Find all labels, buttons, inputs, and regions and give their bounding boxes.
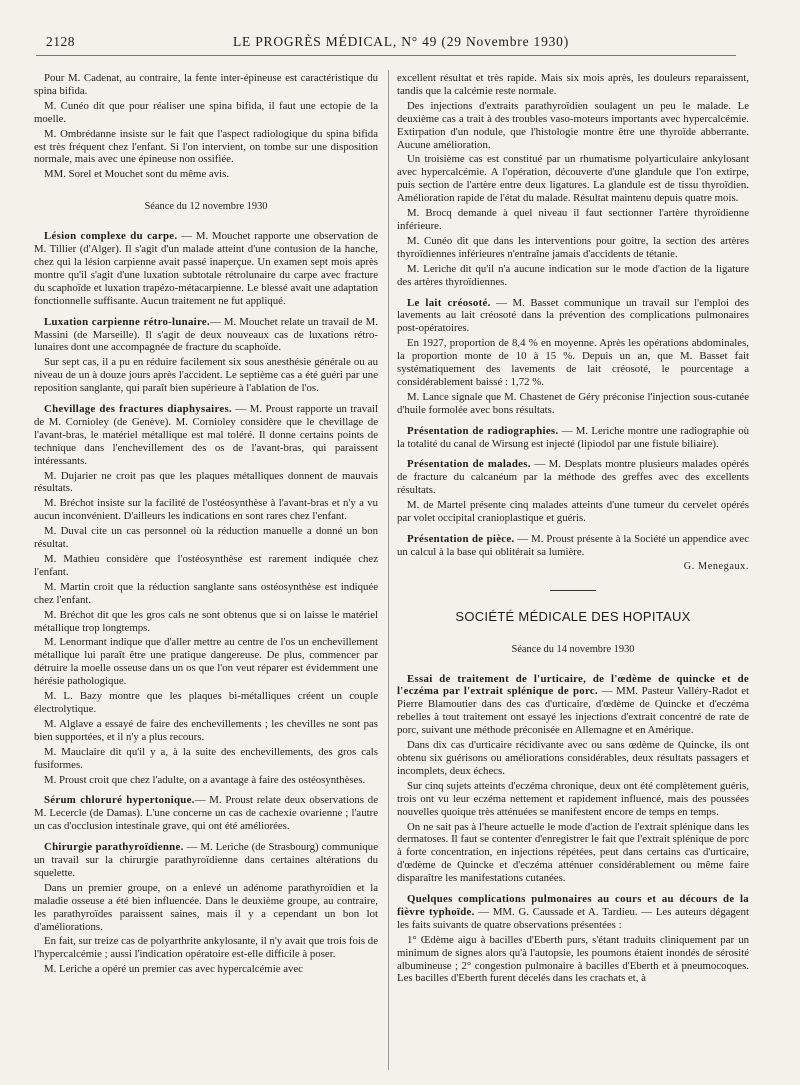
paragraph: M. Dujarier ne croit pas que les plaques métalliques donnent de mauvais résultats. <box>34 469 378 495</box>
entry-text: — M. Leriche (de Strasbourg) communique un travail sur la chirurgie parathyroïdienne dans certaines altérations du squelette. <box>34 841 378 879</box>
paragraph: M. de Martel présente cinq malades atteints d'une tumeur du cervelet opérés par volet occipital cranioplastique et guéris. <box>397 499 749 525</box>
report-entry <box>397 425 749 451</box>
right-column <box>397 70 749 985</box>
header-rule <box>36 55 736 56</box>
report-entry <box>34 841 378 880</box>
paragraph: M. Lance signale que M. Chastenet de Géry préconise l'injection sous-cutanée d'huile formolée avec bons résultats. <box>397 390 749 416</box>
paragraph: M. Bréchot insiste sur la facilité de l'ostéosynthèse à l'avant-bras et n'y a vu aucun inconvénient. D'ailleurs les indications en sont rares chez l'enfant. <box>34 497 378 523</box>
report-entry <box>34 316 378 355</box>
paragraph: Pour M. Cadenat, au contraire, la fente inter-épineuse est caractéristique du spina bifida. <box>34 72 378 97</box>
paragraph: M. Lenormant indique que d'aller mettre au centre de l'os un enchevillement métallique lui paraît être une pratique dangereuse. De plus, commencer par détruire la moelle osseuse dans un os que l'on veut réparer est évidemment une hérésie pathologique. <box>34 636 378 688</box>
paragraph: M. Ombrédanne insiste sur le fait que l'aspect radiologique du spina bifida est très fréquent chez l'enfant. Si l'on intervient, on tombe sur une disposition normale, mais avec une épineuse non ossifiée. <box>34 127 378 166</box>
paragraph: M. Mauclaire dit qu'il y a, à la suite des enchevillements, des gros cals fusiformes. <box>34 745 378 771</box>
paragraph: M. L. Bazy montre que les plaques bi-métalliques créent un couple électrolytique. <box>34 690 378 715</box>
entry-heading: Quelques complications pulmonaires au cours et au décours de la fièvre typhoïde. <box>397 893 749 918</box>
report-entry <box>397 673 749 738</box>
paragraph: excellent résultat et très rapide. Mais six mois après, les douleurs reparaissent, tandis que la calcémie reste normale. <box>397 72 749 97</box>
report-entry <box>397 458 749 497</box>
session-date: Séance du 12 novembre 1930 <box>144 201 268 213</box>
signature: G. Menegaux. <box>683 560 749 572</box>
paragraph: M. Brocq demande à quel niveau il faut sectionner l'artère thyroïdienne inférieure. <box>397 207 749 232</box>
paragraph: M. Duval cite un cas personnel où la réduction manuelle a donné un bon résultat. <box>34 525 378 551</box>
report-entry <box>397 533 749 559</box>
paragraph: M. Cunéo dit que dans les interventions pour goitre, la section des artères thyroïdiennes inférieures n'entraîne jamais d'accidents de tétanie. <box>397 234 749 260</box>
entry-heading: Présentation de radiographies. <box>407 424 559 437</box>
entry-text: — M. Leriche montre une radiographie où la totalité du canal de Wirsung est injecté (lipiodol par une fistule biliaire). <box>397 424 749 450</box>
entry-text: — M. Proust présente à la Société un appendice avec un calcul à la base qui oblitérait sa lumière. <box>397 533 750 558</box>
entry-heading: Essai de traitement de l'urticaire, de l'œdème de quincke et de l'eczéma par l'extrait splénique de porc. <box>397 672 749 698</box>
entry-text: — M. Proust rapporte un travail de M. Cornioley (de Genève). M. Cornioley considère que le chevillage de l'avant-bras, le matériel métallique est mal toléré. Il donne certains points de technique dans l'enchevillement des os de l'avant-bras, qui paraissent intéressants. <box>34 403 378 467</box>
journal-title: LE PROGRÈS MÉDICAL, N° 49 (29 Novembre 1930) <box>232 34 570 49</box>
entry-heading: Présentation de pièce. <box>407 533 515 545</box>
entry-text: — M. Basset communique un travail sur l'emploi des lavements au lait créosoté dans la prévention des complications pulmonaires post-opératoires. <box>397 296 749 335</box>
paragraph: On ne sait pas à l'heure actuelle le mode d'action de l'extrait splénique dans les dermatoses. Il faut se contenter d'enregistrer le fait que l'extrait splénique de porc à forte concentration, en injections répétées, peut dans certains cas d'urticaire, d'œdème de Quincke et d'eczéma atténuer considérablement ou même faire disparaître les manifestations cutanées. <box>397 820 749 885</box>
session-date: Séance du 14 novembre 1930 <box>511 643 635 655</box>
paragraph: M. Mathieu considère que l'ostéosynthèse est rarement indiquée chez l'enfant. <box>34 553 378 578</box>
paragraph: M. Alglave a essayé de faire des enchevillements ; les chevilles ne sont pas bien supportées, et il n'y a plus recours. <box>34 717 378 743</box>
entry-text: — M. Mouchet relate un travail de M. Massini (de Marseille). Il s'agit de deux nouveaux cas de luxations rétro-lunaires dont une accompagnée de fracture du scaphoïde. <box>34 315 378 354</box>
entry-text: — M. Mouchet rapporte une observation de M. Tillier (d'Alger). Il s'agit d'un malade atteint d'une contusion de la hanche, chez qui la lésion carpienne avait passé inaperçue. Un examen sept mois après montre qu'il s'agit d'une luxation subtotale rétrolunaire du carpe avec fracture du scaphoïde et luxation trapézo-métacarpienne. Le blessé avait une adaptation fonctionnelle suffisante. Aucun traitement ne fut appliqué. <box>34 230 379 307</box>
paragraph: Un troisième cas est constitué par un rhumatisme polyarticulaire ankylosant avec hypercalcémie. A l'opération, découverte d'une glandule que l'on extirpe, puis section de l'artère entre deux ligatures. La glandule est de tissu thyroïdien. Amélioration rapide de l'état du malade. Résultat maintenu depuis quatre mois. <box>397 153 749 205</box>
entry-heading: Lésion complexe du carpe. <box>44 230 178 243</box>
entry-heading: Présentation de malades. <box>407 458 531 471</box>
paragraph: M. Proust croit que chez l'adulte, on a avantage à faire des ostéosynthèses. <box>44 773 366 786</box>
entry-text: — M. Desplats montre plusieurs malades opérés de fracture du calcanéum par la méthode des greffes avec des excellents résultats. <box>397 458 750 497</box>
paragraph: Sur sept cas, il a pu en réduire facilement six sous anesthésie générale ou au niveau de un à douze jours après l'accident. Le septième cas a été guéri par une reposition sanglante, qui paraît bien supérieure à l'ablation de l'os. <box>34 356 378 395</box>
paragraph: Sur cinq sujets atteints d'eczéma chronique, deux ont été complètement guéris, trois ont vu leur eczéma nettement et rapidement influencé, mais des poussées nouvelles quoique très atténuées se manifestent encore de temps en temps. <box>397 779 749 818</box>
entry-heading: Le lait créosoté. <box>407 296 491 309</box>
paragraph: 1° Œdème aigu à bacilles d'Eberth purs, s'étant traduits cliniquement par un minimum de signes alors qu'à l'autopsie, les poumons étaient inondés de sérosité albumineuse ; 2° congestion pulmonaire à bacilles d'Eberth et à pneumocoques. Les bacilles d'Eberth furent décelés dans les crachats et, à <box>397 933 749 985</box>
entry-heading: Chirurgie parathyroïdienne. <box>44 841 184 854</box>
paragraph: M. Bréchot dit que les gros cals ne sont obtenus que si on laisse le matériel métallique trop longtemps. <box>34 608 378 634</box>
report-entry <box>34 230 378 307</box>
paragraph: En 1927, proportion de 8,4 % en moyenne. Après les opérations abdominales, la proportion monte de 10 à 15 %. Depuis un an, que M. Basset fait systématiquement des lavements de lait créosoté, le pourcentage a considérablement baissé : 1,72 %. <box>397 337 749 388</box>
entry-heading: Luxation carpienne rétro-lunaire. <box>44 315 210 328</box>
section-separator <box>550 590 596 591</box>
paragraph: En fait, sur treize cas de polyarthrite ankylosante, il n'y avait que trois fois de l'hypercalcémie ; aussi l'indication opératoire est-elle difficile à poser. <box>34 935 378 961</box>
paragraph: Dans un premier groupe, on a enlevé un adénome parathyroïdien et la maladie osseuse a été bien influencée. Dans le deuxième groupe, au contraire, les parathyroïdes paraissent saines, mais il y a cependant un bon lot d'améliorations. <box>34 881 378 933</box>
report-entry <box>397 893 749 932</box>
entry-text: — MM. G. Caussade et A. Tardieu. — Les auteurs dégagent les faits suivants de quatre observations présentées : <box>397 905 749 931</box>
entry-heading: Chevillage des fractures diaphysaires. <box>44 403 232 416</box>
page-number: 2128 <box>46 34 75 49</box>
report-entry <box>397 297 749 336</box>
report-entry <box>34 794 378 833</box>
running-header <box>46 34 756 54</box>
left-column <box>34 70 378 976</box>
paragraph: M. Cunéo dit que pour réaliser une spina bifida, il faut une ectopie de la moelle. <box>34 99 378 125</box>
column-divider <box>388 70 389 1070</box>
paragraph: M. Leriche a opéré un premier cas avec hypercalcémie avec <box>44 963 303 976</box>
report-entry <box>34 403 378 468</box>
paragraph: M. Martin croit que la réduction sanglante sans ostéosynthèse est indiquée chez l'enfant. <box>34 580 378 606</box>
entry-text: — MM. Pasteur Valléry-Radot et Pierre Blamoutier dans des cas d'urticaire, d'œdème de Quincke et d'eczéma rebelles à tout traitement ont essayé les injections d'extrait concentré de rate de porc, suivant une méthode préconisée en Allemagne et en Amérique. <box>397 685 749 737</box>
entry-heading: Sérum chloruré hypertonique. <box>44 794 195 807</box>
paragraph: Dans dix cas d'urticaire récidivante avec ou sans œdème de Quincke, ils ont obtenu six guérisons ou améliorations considérables, deux résultats passagers et incomplets, deux échecs. <box>397 739 749 777</box>
society-heading: SOCIÉTÉ MÉDICALE DES HOPITAUX <box>455 608 691 624</box>
paragraph: Des injections d'extraits parathyroïdien soulagent un peu le malade. Le deuxième cas a trait à des troubles vaso-moteurs importants avec hypercalcémie. Extirpation d'un nodule, que l'histologie montre être une thyroïde abberrante. Aucune amélioration. <box>397 99 749 151</box>
entry-text: — M. Proust relate deux observations de M. Lecercle (de Damas). L'une concerne un cas de cachexie ovarienne ; l'autre un cas d'occlusion intestinale grave, qui ont été améliorées. <box>34 794 378 833</box>
paragraph: M. Leriche dit qu'il n'a aucune indication sur le mode d'action de la ligature des artères thyroïdiennes. <box>397 262 749 288</box>
paragraph: MM. Sorel et Mouchet sont du même avis. <box>44 168 230 181</box>
